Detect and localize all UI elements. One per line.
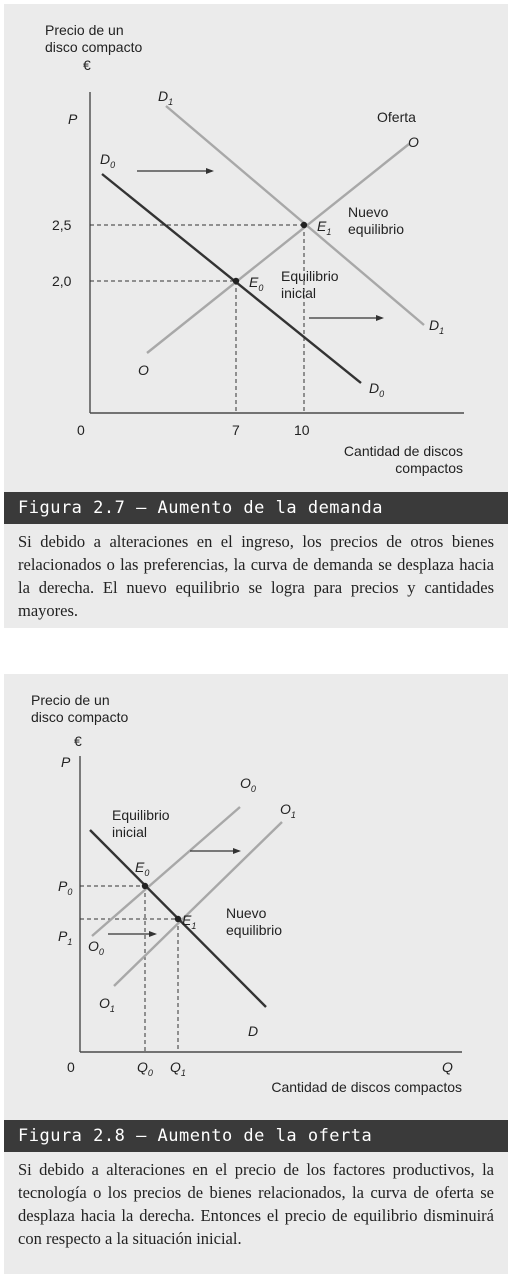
- figure-2-8-title: Figura 2.8 – Aumento de la oferta: [4, 1120, 508, 1152]
- label-e1: $E_1$: [182, 912, 197, 931]
- y-axis-p-label: P: [61, 754, 71, 770]
- equilibrium-e1-point: [175, 916, 181, 922]
- supply-curve-o1: [114, 822, 282, 986]
- label-inicial-line2: inicial: [112, 824, 148, 840]
- label-oferta: Oferta: [377, 109, 416, 125]
- label-q0: $Q_0$: [137, 1059, 153, 1078]
- label-d1-bottom: $D_1$: [429, 317, 445, 336]
- label-inicial-line2: inicial: [281, 285, 317, 301]
- label-q1: $Q_1$: [170, 1059, 186, 1078]
- figure-2-7-title: Figura 2.7 – Aumento de la demanda: [4, 492, 508, 524]
- label-p0: $P_0$: [58, 878, 73, 897]
- label-d: D: [248, 1023, 259, 1039]
- figure-2-8-caption: Si debido a alteraciones en el precio de los factores productivos, la tecnología o los precios de bienes relacionados, la curva de oferta se desplaza hacia la derecha. Entonces el precio de equilibrio disminuirá con respecto a la situación inicial.: [4, 1152, 508, 1274]
- equilibrium-e0-point: [233, 278, 239, 284]
- y-axis-title-line1: Precio de un: [45, 22, 124, 38]
- tick-7: 7: [232, 422, 240, 438]
- label-p1: $P_1$: [58, 928, 73, 947]
- label-d1-top: $D_1$: [158, 88, 174, 107]
- y-axis-title-line1: Precio de un: [31, 692, 110, 708]
- y-axis-p-label: P: [68, 111, 78, 127]
- label-o1-bottom: $O_1$: [99, 995, 115, 1014]
- label-nuevo-line2: equilibrio: [226, 922, 283, 938]
- tick-10: 10: [294, 422, 310, 438]
- demand-shift-diagram: [4, 4, 508, 492]
- label-nuevo-line2: equilibrio: [348, 221, 405, 237]
- x-axis-q-label: Q: [442, 1059, 453, 1075]
- label-d0-top: $D_0$: [100, 151, 116, 170]
- label-e1: $E_1$: [317, 218, 332, 237]
- label-o1-top: $O_1$: [280, 801, 296, 820]
- x-axis-title: Cantidad de discos compactos: [271, 1079, 462, 1095]
- label-inicial-line1: Equilibrio: [281, 268, 339, 284]
- label-e0: $E_0$: [249, 274, 264, 293]
- figure-2-8-panel: [4, 674, 508, 1120]
- supply-curve-o: [147, 144, 409, 353]
- y-axis-title-line2: disco compacto: [31, 709, 129, 725]
- figure-2-7-panel: [4, 4, 508, 492]
- shift-arrow-top: [190, 848, 241, 854]
- origin-label: 0: [77, 422, 85, 438]
- label-o-bottom: O: [138, 362, 149, 378]
- equilibrium-e1-point: [301, 222, 307, 228]
- supply-shift-diagram: [4, 674, 508, 1120]
- shift-arrow-bottom: [309, 315, 384, 321]
- x-axis-title-line1: Cantidad de discos: [343, 443, 463, 459]
- label-o0-bottom: $O_0$: [88, 938, 104, 957]
- y-axis-currency: €: [83, 57, 91, 73]
- tick-2-0: 2,0: [52, 273, 72, 289]
- label-nuevo-line1: Nuevo: [226, 905, 267, 921]
- shift-arrow-top: [137, 168, 214, 174]
- label-o-top: O: [408, 134, 419, 150]
- label-nuevo-line1: Nuevo: [348, 204, 389, 220]
- label-d0-bottom: $D_0$: [369, 380, 385, 399]
- tick-2-5: 2,5: [52, 217, 72, 233]
- label-o0-top: $O_0$: [240, 775, 256, 794]
- shift-arrow-bottom: [108, 931, 157, 937]
- y-axis-currency: €: [74, 733, 82, 749]
- y-axis-title-line2: disco compacto: [45, 39, 143, 55]
- label-e0: $E_0$: [135, 859, 150, 878]
- x-axis-title-line2: compactos: [395, 460, 463, 476]
- origin-label: 0: [67, 1059, 75, 1075]
- label-inicial-line1: Equilibrio: [112, 807, 170, 823]
- figure-2-7-caption: Si debido a alteraciones en el ingreso, los precios de otros bienes relacionados o las preferencias, la curva de demanda se desplaza hacia la derecha. El nuevo equilibrio se logra para precios y cantidades mayores.: [4, 524, 508, 628]
- equilibrium-e0-point: [142, 883, 148, 889]
